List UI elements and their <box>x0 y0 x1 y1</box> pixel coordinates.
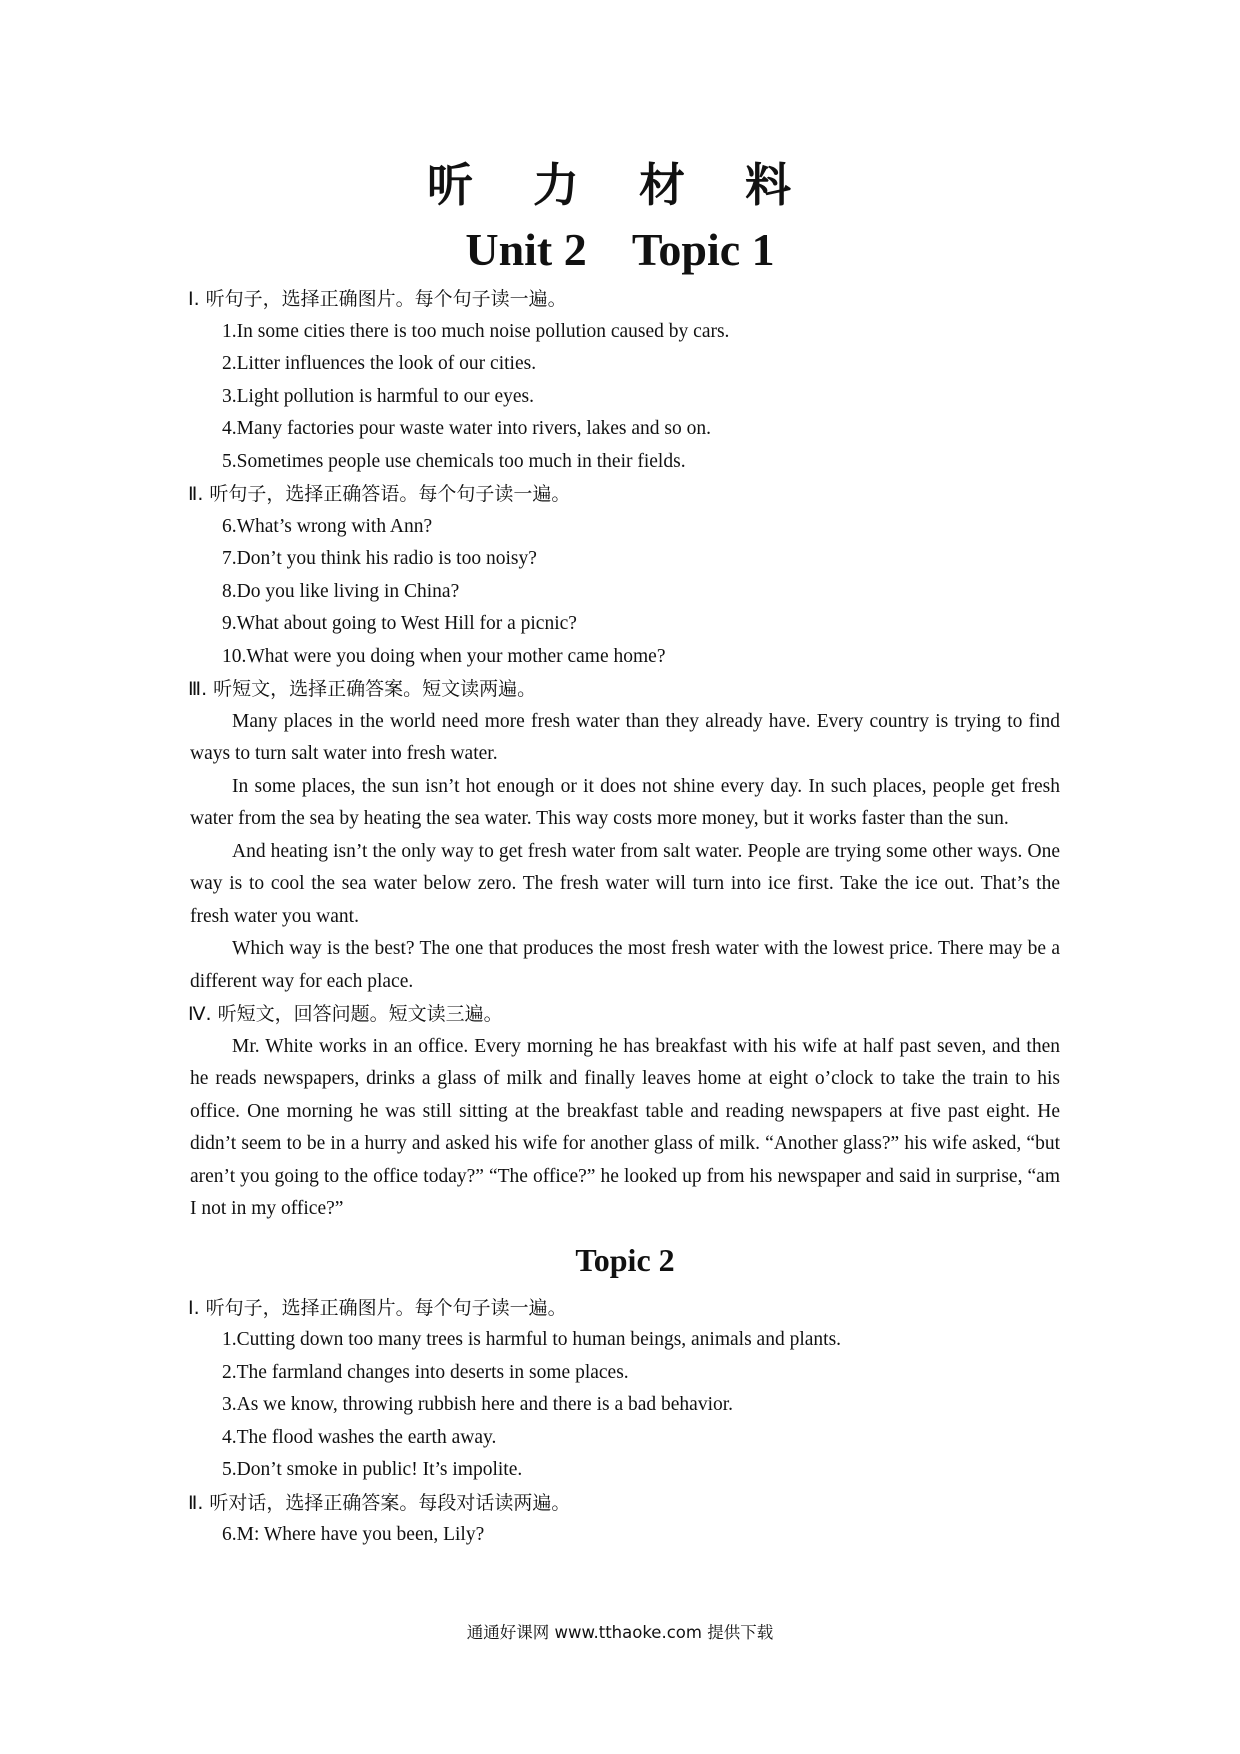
list-item: 4.Many factories pour waste water into rivers, lakes and so on. <box>222 418 711 439</box>
topic-title: Topic 2 <box>575 1241 675 1278</box>
list-item: 1.In some cities there is too much noise pollution caused by cars. <box>222 320 730 342</box>
list-item: 3.Light pollution is harmful to our eyes. <box>222 385 534 407</box>
section-heading: Ⅰ. 听句子，选择正确图片。每个句子读一遍。 <box>188 288 567 310</box>
list-item: 2.Litter influences the look of our cities. <box>222 353 537 374</box>
page-footer: 通通好课网 www.tthaoke.com 提供下载 <box>466 1623 774 1642</box>
list-item: 2.The farmland changes into deserts in some places. <box>222 1361 629 1383</box>
document-title: 听 力 材 料 <box>426 158 814 212</box>
list-item: 4.The flood washes the earth away. <box>222 1426 497 1448</box>
list-item: 10.What were you doing when your mother came home? <box>222 645 666 667</box>
list-item: 6.M: Where have you been, Lily? <box>222 1524 485 1545</box>
section-heading: Ⅳ. 听短文，回答问题。短文读三遍。 <box>188 1003 503 1025</box>
document-body <box>190 283 1060 1552</box>
unit-topic-title: Unit 2 Topic 1 <box>465 224 775 275</box>
list-item: 8.Do you like living in China? <box>222 580 460 602</box>
list-item: 5.Sometimes people use chemicals too much in their fields. <box>222 450 686 472</box>
paragraph: Many places in the world need more fresh water than they already have. Every country is trying to find ways to turn salt water into fresh water. <box>190 710 1060 764</box>
list-item: 3.As we know, throwing rubbish here and there is a bad behavior. <box>222 1394 734 1415</box>
list-item: 9.What about going to West Hill for a picnic? <box>222 613 577 634</box>
paragraph: In some places, the sun isn’t hot enough or it does not shine every day. In such places, people get fresh water from the sea by heating the sea water. This way costs more money, but it works faster than the sun. <box>190 775 1060 829</box>
paragraph: And heating isn’t the only way to get fresh water from salt water. People are trying some other ways. One way is to cool the sea water below zero. The fresh water will turn into ice first. Take the ice out. That’s the fresh water you want. <box>190 840 1060 927</box>
section-heading: Ⅱ. 听句子，选择正确答语。每个句子读一遍。 <box>188 483 571 505</box>
paragraph: Mr. White works in an office. Every morning he has breakfast with his wife at half past seven, and then he reads newspapers, drinks a glass of milk and finally leaves home at eight o’clock to take the train to his office. One morning he was still sitting at the breakfast table and reading newspapers at five past eight. He didn’t seem to be in a hurry and asked his wife for another glass of milk. “Another glass?” his wife asked, “but aren’t you going to the office today?” “The office?” he looked up from his newspaper and said in surprise, “am I not in my office?” <box>190 1035 1060 1219</box>
list-item: 5.Don’t smoke in public! It’s impolite. <box>222 1459 523 1480</box>
list-item: 6.What’s wrong with Ann? <box>222 515 433 537</box>
section-heading: Ⅰ. 听句子，选择正确图片。每个句子读一遍。 <box>188 1296 567 1319</box>
list-item: 1.Cutting down too many trees is harmful to human beings, animals and plants. <box>222 1329 842 1350</box>
list-item: 7.Don’t you think his radio is too noisy? <box>222 548 537 569</box>
section-heading: Ⅲ. 听短文，选择正确答案。短文读两遍。 <box>188 678 537 700</box>
paragraph: Which way is the best? The one that produces the most fresh water with the lowest price. There may be a different way for each place. <box>190 938 1060 992</box>
section-heading: Ⅱ. 听对话，选择正确答案。每段对话读两遍。 <box>188 1491 571 1514</box>
